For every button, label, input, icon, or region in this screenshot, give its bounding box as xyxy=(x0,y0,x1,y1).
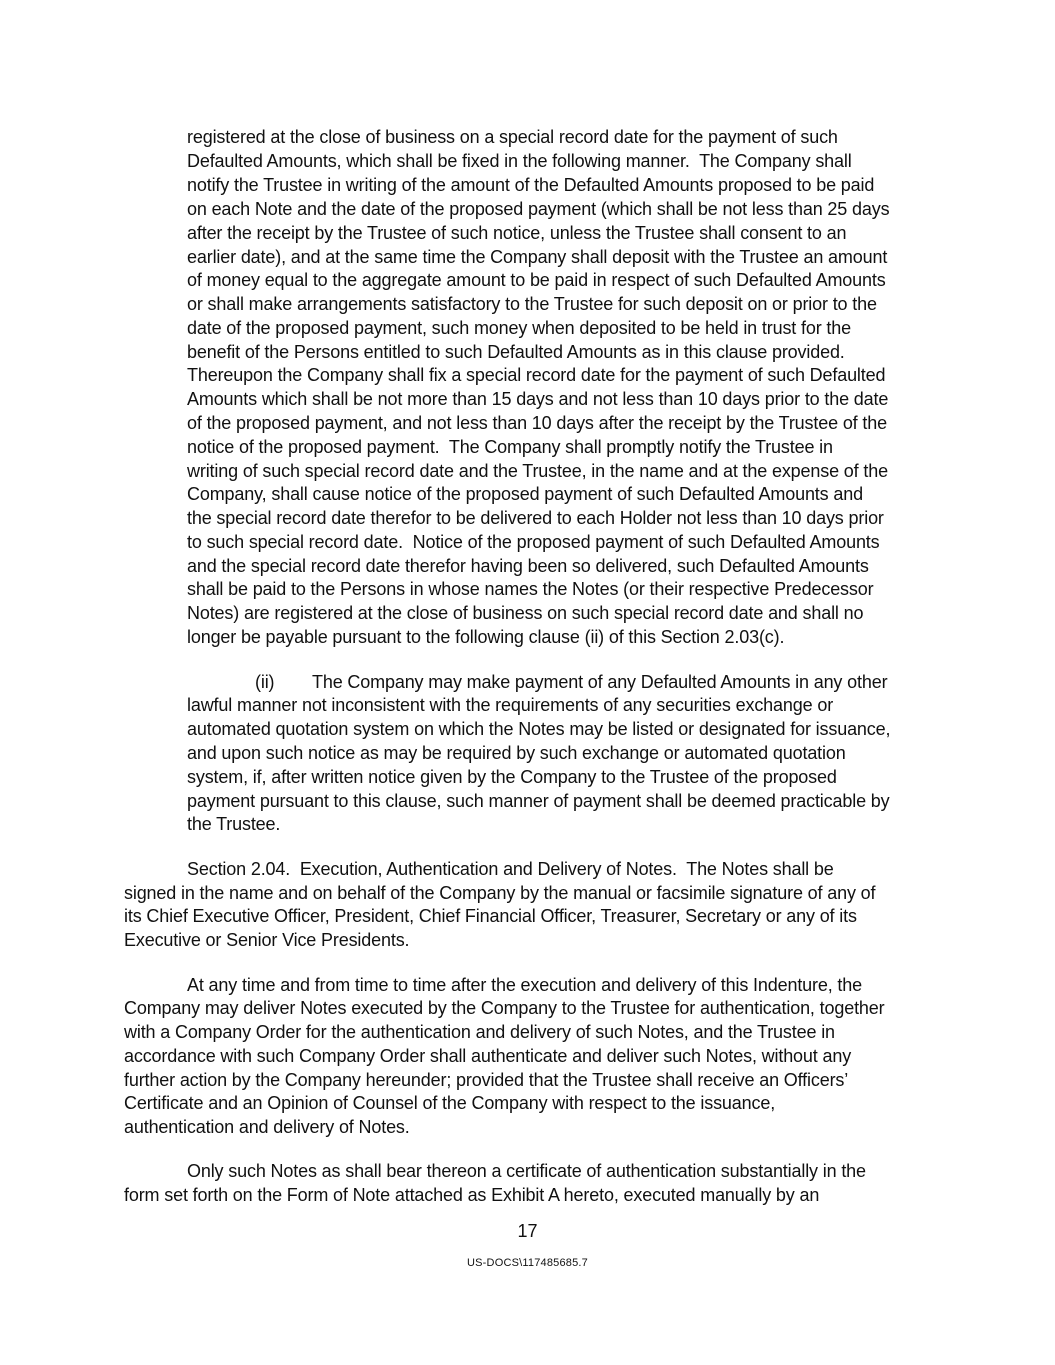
text-line: and upon such notice as may be required by such exchange or automated quotation xyxy=(187,743,846,763)
text-line: lawful manner not inconsistent with the requirements of any securities exchange or xyxy=(187,695,834,715)
text-line: the Trustee. xyxy=(187,814,281,834)
text-line: shall be paid to the Persons in whose names the Notes (or their respective Predecessor xyxy=(187,579,874,599)
text-line: system, if, after written notice given by the Company to the Trustee of the proposed xyxy=(187,767,837,787)
text-line: form set forth on the Form of Note attached as Exhibit A hereto, executed manually by an xyxy=(124,1185,820,1205)
text-line: authentication and delivery of Notes. xyxy=(124,1117,410,1137)
text-line: to such special record date. Notice of the proposed payment of such Defaulted Amounts xyxy=(187,532,880,552)
text-line: The Company may make payment of any Defaulted Amounts in any other xyxy=(312,672,888,692)
text-line: Amounts which shall be not more than 15 days and not less than 10 days prior to the date xyxy=(187,389,889,409)
text-line: payment pursuant to this clause, such manner of payment shall be deemed practicable by xyxy=(187,791,890,811)
text-line: after the receipt by the Trustee of such notice, unless the Trustee shall consent to an xyxy=(187,223,847,243)
text-line: or shall make arrangements satisfactory to the Trustee for such deposit on or prior to the xyxy=(187,294,877,314)
text-line: of money equal to the aggregate amount to be paid in respect of such Defaulted Amounts xyxy=(187,270,886,290)
text-line: longer be payable pursuant to the following clause (ii) of this Section 2.03(c). xyxy=(187,627,785,647)
text-line: accordance with such Company Order shall authenticate and deliver such Notes, without any xyxy=(124,1046,852,1066)
text-line: with a Company Order for the authentication and delivery of such Notes, and the Trustee in xyxy=(124,1022,835,1042)
text-line: notify the Trustee in writing of the amount of the Defaulted Amounts proposed to be paid xyxy=(187,175,875,195)
text-line: Thereupon the Company shall fix a special record date for the payment of such Defaulted xyxy=(187,365,886,385)
text-line: on each Note and the date of the proposed payment (which shall be not less than 25 days xyxy=(187,199,890,219)
text-line: Company, shall cause notice of the proposed payment of such Defaulted Amounts and xyxy=(187,484,863,504)
text-line: Notes) are registered at the close of business on such special record date and shall no xyxy=(187,603,864,623)
text-line: registered at the close of business on a special record date for the payment of such xyxy=(187,127,838,147)
text-line: earlier date), and at the same time the Company shall deposit with the Trustee an amount xyxy=(187,247,888,267)
text-line: benefit of the Persons entitled to such Defaulted Amounts as in this clause provided. xyxy=(187,342,845,362)
text-line: automated quotation system on which the Notes may be listed or designated for issuance, xyxy=(187,719,891,739)
text-line: date of the proposed payment, such money when deposited to be held in trust for the xyxy=(187,318,851,338)
text-line: Only such Notes as shall bear thereon a certificate of authentication substantially in the xyxy=(187,1161,866,1181)
text-line: Defaulted Amounts, which shall be fixed in the following manner. The Company shall xyxy=(187,151,852,171)
document-id: US-DOCS\117485685.7 xyxy=(467,1257,588,1269)
text-line: and the special record date therefor having been so delivered, such Defaulted Amounts xyxy=(187,556,869,576)
text-line: of the proposed payment, and not less than 10 days after the receipt by the Trustee of the xyxy=(187,413,887,433)
clause-marker: (ii) xyxy=(255,672,275,692)
text-line: Executive or Senior Vice Presidents. xyxy=(124,930,410,950)
text-line: its Chief Executive Officer, President, Chief Financial Officer, Treasurer, Secretary or any of its xyxy=(124,906,857,926)
text-line: further action by the Company hereunder; provided that the Trustee shall receive an Officers’ xyxy=(124,1070,849,1090)
page-number: 17 xyxy=(517,1221,538,1241)
text-line: Certificate and an Opinion of Counsel of the Company with respect to the issuance, xyxy=(124,1093,776,1113)
text-line: At any time and from time to time after the execution and delivery of this Indenture, the xyxy=(187,975,863,995)
section-heading-line: Section 2.04. Execution, Authentication and Delivery of Notes. The Notes shall be xyxy=(187,859,834,879)
text-line: the special record date therefor to be delivered to each Holder not less than 10 days prior xyxy=(187,508,884,528)
text-line: notice of the proposed payment. The Company shall promptly notify the Trustee in xyxy=(187,437,833,457)
text-line: signed in the name and on behalf of the Company by the manual or facsimile signature of any of xyxy=(124,883,876,903)
text-line: writing of such special record date and the Trustee, in the name and at the expense of the xyxy=(187,461,888,481)
text-line: Company may deliver Notes executed by the Company to the Trustee for authentication, together xyxy=(124,998,885,1018)
